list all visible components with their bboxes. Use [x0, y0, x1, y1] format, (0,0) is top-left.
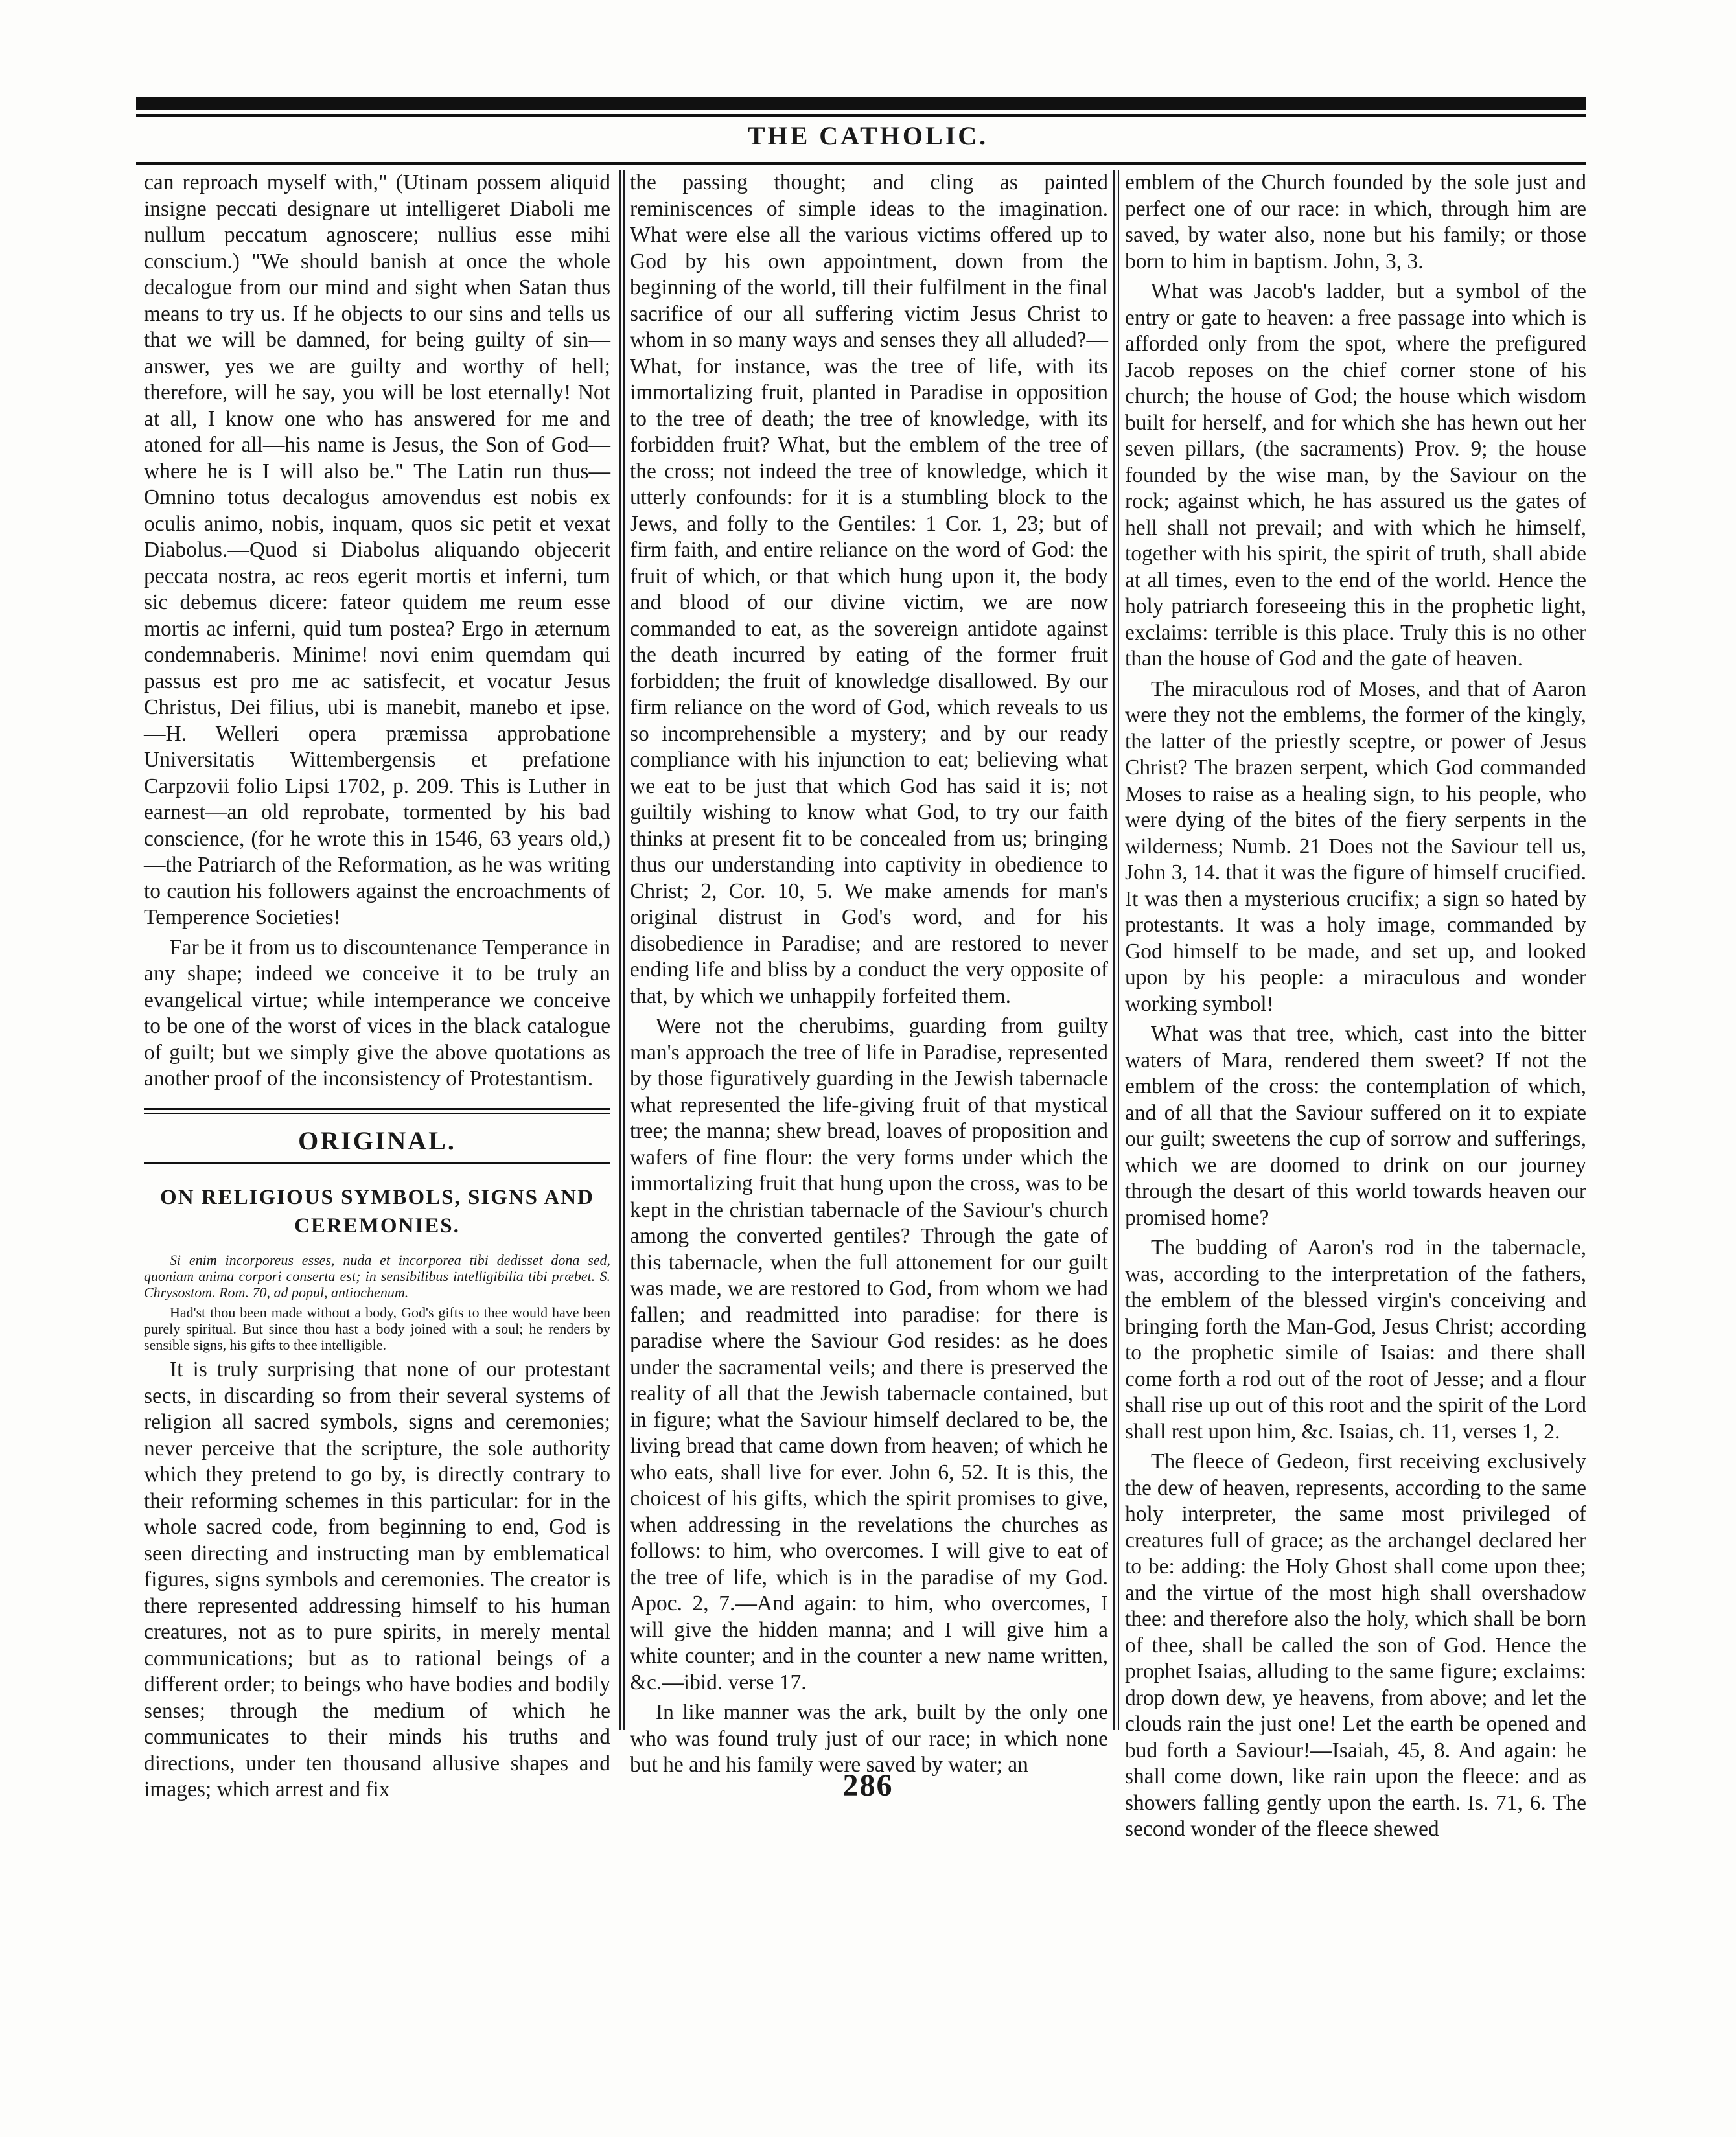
column-2 [630, 170, 1108, 1777]
paragraph: can reproach myself with," (Utinam possem aliquid insigne peccati designare ut intelligeret Diaboli me nullum peccatum agnoscere; nullius esse mihi conscium.) "We should banish at once the whole decalogue from our mind and sight when Satan thus means to try us. If he objects to our sins and tells us that we will be damned, for being guilty of sin—answer, yes we are guilty and worthy of hell; therefore, will he say, you will be lost eternally! Not at all, I know one who has answered for me and atoned for all—his name is Jesus, the Son of God—where he is I will also be." The Latin run thus—Omnino totus decalogus amovendus est nobis ex oculis animo, nobis, inquam, quos sic petit et vexat Diabolus.—Quod si Diabolus aliquando objecerit peccata nostra, ac reos egerit mortis et inferni, tum sic debemus dicere: fateor quidem me reum esse mortis ac inferni, quid tum postea? Ergo in æternum condemnaberis. Minime! novi enim quemdam qui passus est pro me ac satisfecit, et vocatur Jesus Christus, Dei filius, ubi is manebit, manebo et ipse.—H. Welleri opera præmissa approbatione Universitatis Wittembergensis et prefatione Carpzovii folio Lipsi 1702, p. 209. This is Luther in earnest—an old reprobate, tormented by his bad conscience, (for he wrote this in 1546, 63 years old,)—the Patriarch of the Reformation, as he was writing to caution his followers against the encroachments of Temperence Societies! [144, 170, 610, 929]
column-divider [623, 170, 625, 1730]
paragraph: The budding of Aaron's rod in the tabernacle, was, according to the interpretation of the fathers, the emblem of the blessed virgin's conceiving and bringing forth the Man-God, Jesus Christ; according to the prophetic simile of Isaias: and there shall come forth a rod out of the root of Jesse; and a flour shall rise up out of this root and the spirit of the Lord shall rest upon him, &c. Isaias, ch. 11, verses 1, 2. [1125, 1236, 1586, 1444]
paragraph: Far be it from us to discountenance Temperance in any shape; indeed we conceive it to be truly an evangelical virtue; while intemperance we conceive to be one of the worst of vices in the black catalogue of guilt; but we simply give the above quotations as another proof of the inconsistency of Protestantism. [144, 935, 610, 1091]
paragraph: What was that tree, which, cast into the bitter waters of Mara, rendered them sweet? If not the emblem of the cross: the contemplation of which, and of all that the Saviour suffered on it to expiate our guilt; sweetens the cup of sorrow and sufferings, which we are doomed to drink on our journey through the desart of this world towards heaven our promised home? [1125, 1022, 1586, 1230]
paragraph: The fleece of Gedeon, first receiving exclusively the dew of heaven, represents, according to the same holy interpreter, the same most privileged of creatures full of grace; as the archangel declared her to be: adding: the Holy Ghost shall come upon thee; and the virtue of the most high shall overshadow thee: and therefore also the holy, which shall be born of thee, shall be called the son of God. Hence the prophet Isaias, alluding to the same figure; exclaims: drop down dew, ye heavens, from above; and let the clouds rain the just one! Let the earth be opened and bud forth a Saviour!—Isaiah, 45, 8. And again: he shall come down, like rain upon the fleece: and as showers falling gently upon the earth. Is. 71, 6. The second wonder of the fleece shewed [1125, 1450, 1586, 1841]
column-divider [619, 170, 621, 1730]
section-rule [144, 1108, 610, 1110]
paragraph: In like manner was the ark, built by the only one who was found truly just of our race; in which none but he and his family were saved by water; an [630, 1700, 1108, 1777]
running-header: THE CATHOLIC. [747, 121, 989, 150]
paragraph: the passing thought; and cling as painted reminiscences of simple ideas to the imagination. What were else all the various victims offered up to God by his own appointment, down from the beginning of the world, till their fulfilment in the final sacrifice of our all suffering victim Jesus Christ to whom in so many ways and senses they all alluded?—What, for instance, was the tree of life, with its immortalizing fruit, planted in Paradise in opposition to the tree of death; the tree of knowledge, with its forbidden fruit? What, but the emblem of the tree of the cross; not indeed the tree of knowledge, which it utterly confounds: for it is a stumbling block to the Jews, and folly to the Gentiles: 1 Cor. 1, 23; but of firm faith, and entire reliance on the word of God: the fruit of which, or that which hung upon it, the body and blood of our divine victim, we are now commanded to eat, as the sovereign antidote against the death incurred by eating of the former fruit forbidden; the fruit of knowledge disallowed. By our firm reliance on the word of God, which reveals to us so incomprehensible a mystery; and by our ready compliance with his injunction to eat; believing what we eat to be just that which God has said it is; not guiltily wishing to know what God, to try our faith thinks at present fit to be concealed from us; bringing thus our understanding into captivity in obedience to Christ; 2, Cor. 10, 5. We make amends for man's original distrust in God's word, and for his disobedience in Paradise; and are restored to never ending life and bliss by a conduct the very opposite of that, by which we unhappily forfeited them. [630, 170, 1108, 1008]
masthead-rule-thin [136, 114, 1586, 117]
column-1 [144, 170, 610, 1801]
paragraph: What was Jacob's ladder, but a symbol of the entry or gate to heaven: a free passage into which is afforded only from the spot, where the prefigured Jacob reposes on the chief corner stone of his church; the house of God; the house which wisdom built for herself, and for which she has hewn out her seven pillars, (the sacraments) Prov. 9; the house founded by the wise man, by the Saviour on the rock; against which, he has assured us the gates of hell shall not prevail; and with which he himself, together with his spirit, the spirit of truth, shall abide at all times, even to the end of the world. Hence the holy patriarch foreseeing this in the prophetic light, exclaims: terrible is this place. Truly this is no other than the house of God and the gate of heaven. [1125, 279, 1586, 671]
column-divider [1118, 170, 1119, 1730]
epigraph: Si enim incorporeus esses, nuda et incorporea tibi dedisset dona sed, quoniam anima corpori conserta est; in sensibilibus intelligibilia tibi præbet. S. Chrysostom. Rom. 70, ad popul, antiochenum. [144, 1252, 610, 1300]
column-3 [1125, 170, 1586, 1841]
header-rule [136, 162, 1586, 165]
section-title: ORIGINAL. [298, 1126, 456, 1155]
article-title: ON RELIGIOUS SYMBOLS, SIGNS AND CEREMONIES. [160, 1186, 594, 1238]
paragraph: The miraculous rod of Moses, and that of Aaron were they not the emblems, the former of the kingly, the latter of the priestly sceptre, or power of Jesus Christ? The brazen serpent, which God commanded Moses to raise as a healing sign, to his people, who were dying of the bites of the fiery serpents in the wilderness; Numb. 21 Does not the Saviour tell us, John 3, 14. that it was the figure of himself crucified. It was then a mysterious crucifix; a sign so hated by protestants. It was a holy image, commanded by God himself to be made, and set up, and looked upon by his people: a miraculous and wonder working symbol! [1125, 676, 1586, 1016]
column-divider [1113, 170, 1115, 1730]
section-rule [144, 1162, 610, 1164]
page-number: 286 [842, 1768, 894, 1803]
paragraph: emblem of the Church founded by the sole just and perfect one of our race: in which, through him are saved, by water also, none but his family; or those born to him in baptism. John, 3, 3. [1125, 170, 1586, 273]
section-rule [144, 1113, 610, 1114]
epigraph-translation: Had'st thou been made without a body, God's gifts to thee would have been purely spiritual. But since thou hast a body joined with a soul; he renders by sensible signs, his gifts to thee intelligible. [144, 1304, 610, 1353]
paragraph: It is truly surprising that none of our protestant sects, in discarding so from their several systems of religion all sacred symbols, signs and ceremonies; never perceive that the scripture, the sole authority which they pretend to go by, is directly contrary to their reforming schemes in this particular: for in the whole sacred code, from beginning to end, God is seen directing and instructing man by emblematical figures, signs symbols and ceremonies. The creator is there represented addressing himself to his human creatures, not as to pure spirits, in merely mental communications; but as to rational beings of a different order; to beings who have bodies and bodily senses; through the medium of which he communicates to their minds his truths and directions, under ten thousand allusive shapes and images; which arrest and fix [144, 1357, 610, 1801]
masthead-rule-thick [136, 97, 1586, 110]
paragraph: Were not the cherubims, guarding from guilty man's approach the tree of life in Paradise, represented by those figuratively guarding in the Jewish tabernacle what represented the life-giving fruit of that mystical tree; the manna; shew bread, loaves of proposition and wafers of fine flour: the very forms under which the immortalizing fruit that hung upon the cross, was to be kept in the christian tabernacle of the Saviour's church among the converted gentiles? Through the gate of this tabernacle, when the full attonement for our guilt was made, we are restored to God, from whom we had fallen; and readmitted into paradise: for there is paradise where the Saviour God resides: as he does under the sacramental veils; and there is preserved the reality of all that the Jewish tabernacle contained, but in figure; what the Saviour himself declared to be, the living bread that came down from heaven; of which he who eats, shall live for ever. John 6, 52. It is this, the choicest of his gifts, which the spirit promises to give, when addressing in the revelations the churches as follows: to him, who overcomes. I will give to eat of the tree of life, which is in the paradise of my God. Apoc. 2, 7.—And again: to him, who overcomes, I will give the hidden manna; and I will give him a white counter; and in the counter a new name written, &c.—ibid. verse 17. [630, 1014, 1108, 1694]
